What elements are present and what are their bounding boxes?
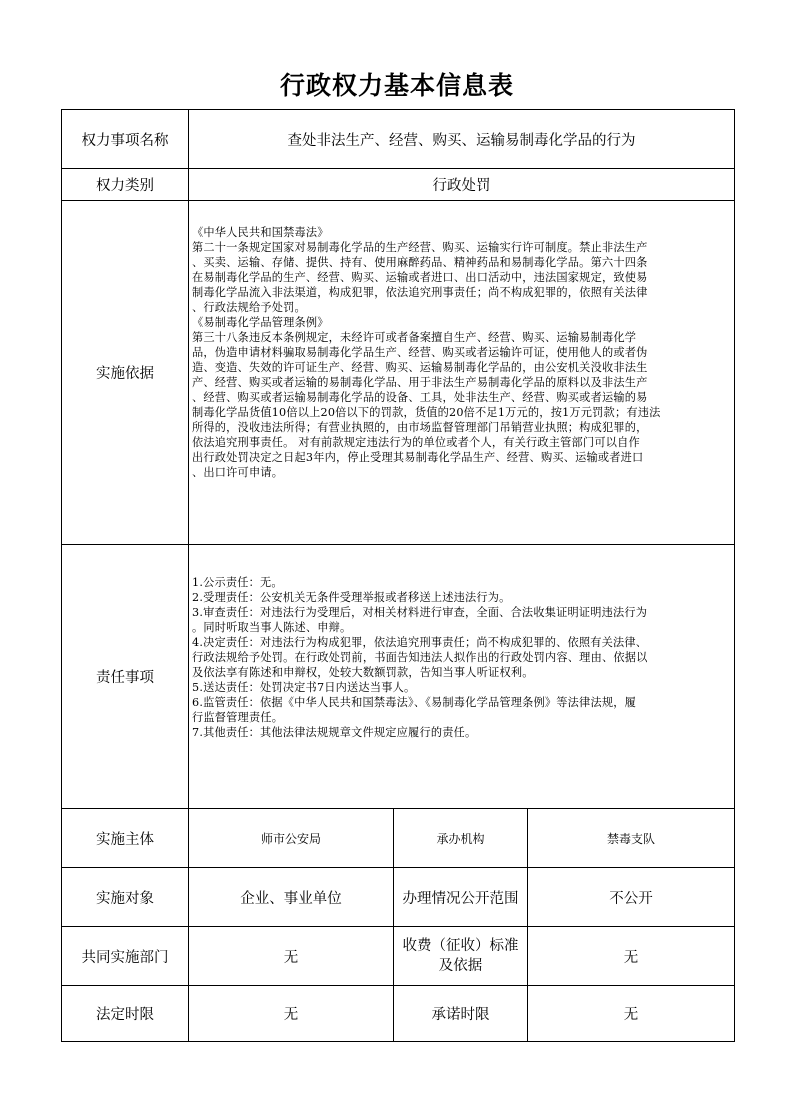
basis-line: 所得的，没收违法所得；有营业执照的，由市场监督管理部门吊销营业执照；构成犯罪的， <box>192 421 648 434</box>
basis-text <box>189 201 734 480</box>
duties-line: 7.其他责任：其他法律法规规章文件规定应履行的责任。 <box>192 726 477 739</box>
info-table <box>61 109 735 1042</box>
power-category-label: 权力类别 <box>62 169 189 201</box>
power-name-label: 权力事项名称 <box>62 110 189 169</box>
legal-time-limit-value: 无 <box>189 986 394 1042</box>
power-name-value: 查处非法生产、经营、购买、运输易制毒化学品的行为 <box>189 110 735 169</box>
duties-line: 行政法规给予处罚。在行政处罚前，书面告知违法人拟作出的行政处罚内容、理由、依据以 <box>192 651 648 664</box>
legal-time-limit-label: 法定时限 <box>62 986 189 1042</box>
joint-dept-label: 共同实施部门 <box>62 927 189 986</box>
basis-line: 第二十一条规定国家对易制毒化学品的生产经营、购买、运输实行许可制度。禁止非法生产 <box>192 241 648 254</box>
disclosure-scope-value: 不公开 <box>528 868 735 927</box>
fee-standard-label-line2: 及依据 <box>438 958 483 974</box>
handling-agency-value: 禁毒支队 <box>528 809 735 868</box>
basis-line: 《易制毒化学品管理条例》 <box>192 316 329 329</box>
row-duties <box>62 545 735 809</box>
power-category-value: 行政处罚 <box>189 169 735 201</box>
basis-label: 实施依据 <box>62 201 189 545</box>
fee-standard-label <box>394 927 528 986</box>
basis-line: 第三十八条违反本条例规定，未经许可或者备案擅自生产、经营、购买、运输易制毒化学 <box>192 331 637 344</box>
basis-line: 制毒化学品货值10倍以上20倍以下的罚款，货值的20倍不足1万元的，按1万元罚款；有违法 <box>192 406 661 419</box>
basis-line: 、买卖、运输、存储、提供、持有、使用麻醉药品、精神药品和易制毒化学品。第六十四条 <box>192 256 648 269</box>
duties-line: 5.送达责任：处罚决定书7日内送达当事人。 <box>192 681 416 694</box>
duties-line: 行监督管理责任。 <box>192 711 284 724</box>
basis-line: 产、经营、购买或者运输的易制毒化学品、用于非法生产易制毒化学品的原料以及非法生产 <box>192 376 648 389</box>
duties-text <box>189 545 734 740</box>
row-power-name <box>62 110 735 169</box>
row-time-limit <box>62 986 735 1042</box>
duties-line: 。同时听取当事人陈述、申辩。 <box>192 621 352 634</box>
duties-line: 4.决定责任：对违法行为构成犯罪，依法追究刑事责任；尚不构成犯罪的、依照有关法律、 <box>192 636 648 649</box>
joint-dept-value: 无 <box>189 927 394 986</box>
basis-line: 、出口许可申请。 <box>192 466 284 479</box>
target-value: 企业、事业单位 <box>189 868 394 927</box>
duties-line: 6.监管责任：依据《中华人民共和国禁毒法》、《易制毒化学品管理条例》等法律法规，履 <box>192 696 636 709</box>
basis-line: 造、变造、失效的许可证生产、经营、购买、运输易制毒化学品的，由公安机关没收非法生 <box>192 361 648 374</box>
row-joint <box>62 927 735 986</box>
basis-line: 在易制毒化学品的生产、经营、购买、运输或者进口、出口活动中，违法国家规定，致使易 <box>192 271 648 284</box>
page-title: 行政权力基本信息表 <box>279 71 514 100</box>
handling-agency-label: 承办机构 <box>394 809 528 868</box>
duties-label: 责任事项 <box>62 545 189 809</box>
subject-value: 师市公安局 <box>189 809 394 868</box>
subject-label: 实施主体 <box>62 809 189 868</box>
basis-line: 制毒化学品流入非法渠道，构成犯罪，依法追究刑事责任；尚不构成犯罪的，依照有关法律 <box>192 286 648 299</box>
target-label: 实施对象 <box>62 868 189 927</box>
promised-time-limit-label: 承诺时限 <box>394 986 528 1042</box>
basis-content <box>189 201 735 545</box>
row-target <box>62 868 735 927</box>
duties-line: 及依法享有陈述和申辩权，处较大数额罚款，告知当事人听证权利。 <box>192 666 534 679</box>
fee-standard-value: 无 <box>528 927 735 986</box>
basis-line: 、行政法规给予处罚。 <box>192 301 306 314</box>
fee-standard-label-line1: 收费（征收）标准 <box>402 938 519 954</box>
basis-line: 《中华人民共和国禁毒法》 <box>192 226 329 239</box>
basis-line: 出行政处罚决定之日起3年内，停止受理其易制毒化学品生产、经营、购买、运输或者进口 <box>192 451 644 464</box>
duties-line: 1.公示责任：无。 <box>192 576 283 589</box>
row-power-category <box>62 169 735 201</box>
promised-time-limit-value: 无 <box>528 986 735 1042</box>
row-subject <box>62 809 735 868</box>
duties-line: 2.受理责任：公安机关无条件受理举报或者移送上述违法行为。 <box>192 591 511 604</box>
disclosure-scope-label: 办理情况公开范围 <box>394 868 528 927</box>
basis-line: 、经营、购买或者运输易制毒化学品的设备、工具，处非法生产、经营、购买或者运输的易 <box>192 391 648 404</box>
row-basis <box>62 201 735 545</box>
duties-content <box>189 545 735 809</box>
duties-line: 3.审查责任：对违法行为受理后，对相关材料进行审查，全面、合法收集证明证明违法行为 <box>192 606 648 619</box>
basis-line: 品，伪造申请材料骗取易制毒化学品生产、经营、购买或者运输许可证，使用他人的或者伪 <box>192 346 648 359</box>
basis-line: 依法追究刑事责任。 对有前款规定违法行为的单位或者个人，有关行政主管部门可以自作 <box>192 436 640 449</box>
